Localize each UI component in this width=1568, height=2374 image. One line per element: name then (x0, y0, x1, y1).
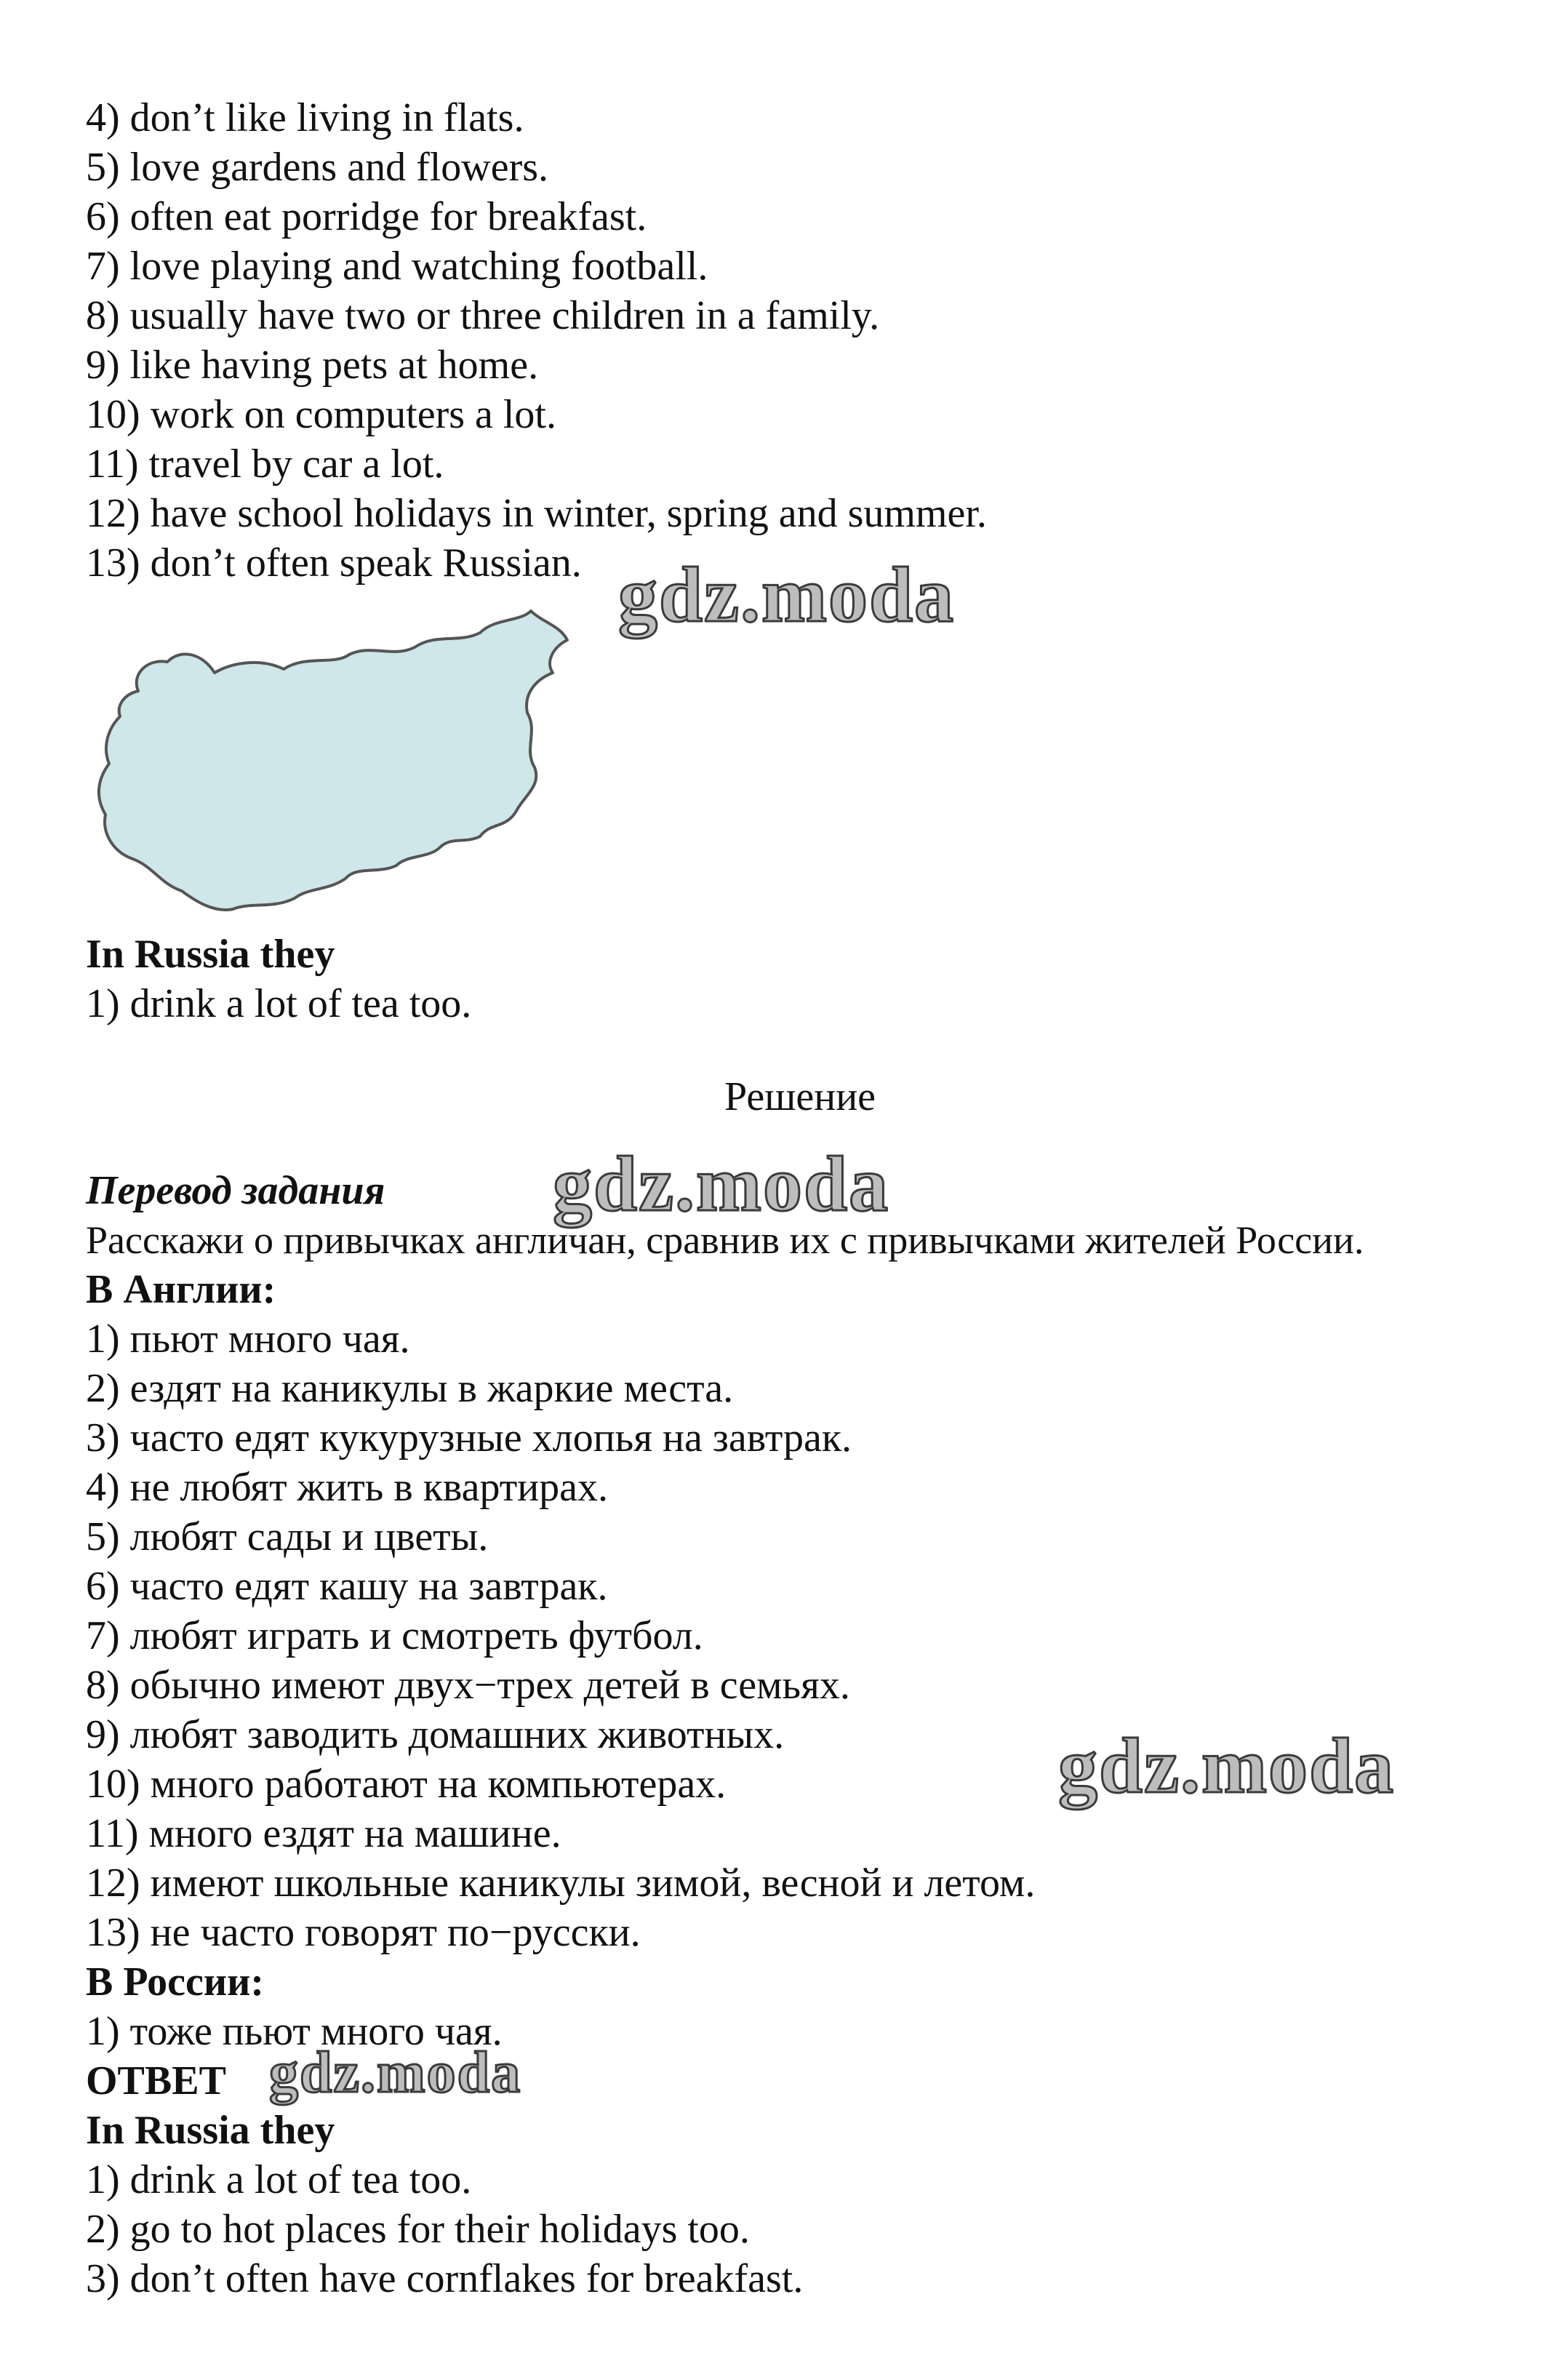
english-item-11: 11) travel by car a lot. (86, 441, 444, 487)
england-item-6: 6) часто едят кашу на завтрак. (86, 1564, 608, 1609)
watermark-3: gdz.moda (1058, 1723, 1396, 1810)
watermark-2: gdz.moda (553, 1141, 890, 1228)
russia-translation-heading: В России: (86, 1959, 265, 2005)
england-item-5: 5) любят сады и цветы. (86, 1514, 489, 1559)
england-item-2: 2) ездят на каникулы в жаркие места. (86, 1366, 734, 1411)
answer-item-3: 3) don’t often have cornflakes for breakfast. (86, 2256, 804, 2301)
english-item-8: 8) usually have two or three children in a family. (86, 293, 880, 338)
english-item-10: 10) work on computers a lot. (86, 392, 556, 437)
answer-heading: In Russia they (86, 2108, 335, 2153)
england-item-13: 13) не часто говорят по−русски. (86, 1910, 641, 1955)
england-item-4: 4) не любят жить в квартирах. (86, 1465, 609, 1510)
england-item-8: 8) обычно имеют двух−трех детей в семьях. (86, 1663, 850, 1708)
england-item-12: 12) имеют школьные каникулы зимой, весной и летом. (86, 1861, 1036, 1906)
watermark-4: gdz.moda (269, 2041, 522, 2105)
england-item-7: 7) любят играть и смотреть футбол. (86, 1613, 703, 1658)
answer-label: ОТВЕТ (86, 2058, 226, 2103)
answer-item-2: 2) go to hot places for their holidays too. (86, 2207, 750, 2252)
answer-item-1: 1) drink a lot of tea too. (86, 2157, 472, 2202)
english-item-5: 5) love gardens and flowers. (86, 145, 549, 190)
russia-item-1: 1) drink a lot of tea too. (86, 981, 472, 1026)
english-item-6: 6) often eat porridge for breakfast. (86, 194, 647, 239)
translation-heading: Перевод задания (86, 1168, 385, 1213)
russia-map-illustration (87, 604, 582, 916)
england-heading: В Англии: (86, 1267, 276, 1312)
russia-translation-item-1: 1) тоже пьют много чая. (86, 2009, 503, 2054)
english-item-13: 13) don’t often speak Russian. (86, 540, 582, 585)
england-item-10: 10) много работают на компьютерах. (86, 1762, 727, 1807)
english-item-12: 12) have school holidays in winter, spring and summer. (86, 491, 987, 536)
solution-title: Решение (724, 1074, 876, 1119)
england-item-11: 11) много ездят на машине. (86, 1811, 561, 1856)
english-item-9: 9) like having pets at home. (86, 343, 539, 388)
russia-heading: In Russia they (86, 932, 335, 977)
watermark-1: gdz.moda (618, 552, 956, 639)
england-item-9: 9) любят заводить домашних животных. (86, 1712, 785, 1757)
england-item-3: 3) часто едят кукурузные хлопья на завтрак. (86, 1415, 852, 1460)
russia-map-shape (99, 611, 567, 910)
england-item-1: 1) пьют много чая. (86, 1316, 410, 1362)
english-item-7: 7) love playing and watching football. (86, 244, 708, 289)
english-item-4: 4) don’t like living in flats. (86, 95, 524, 140)
translation-task: Расскажи о привычках англичан, сравнив их с привычками жителей России. (86, 1218, 1364, 1262)
